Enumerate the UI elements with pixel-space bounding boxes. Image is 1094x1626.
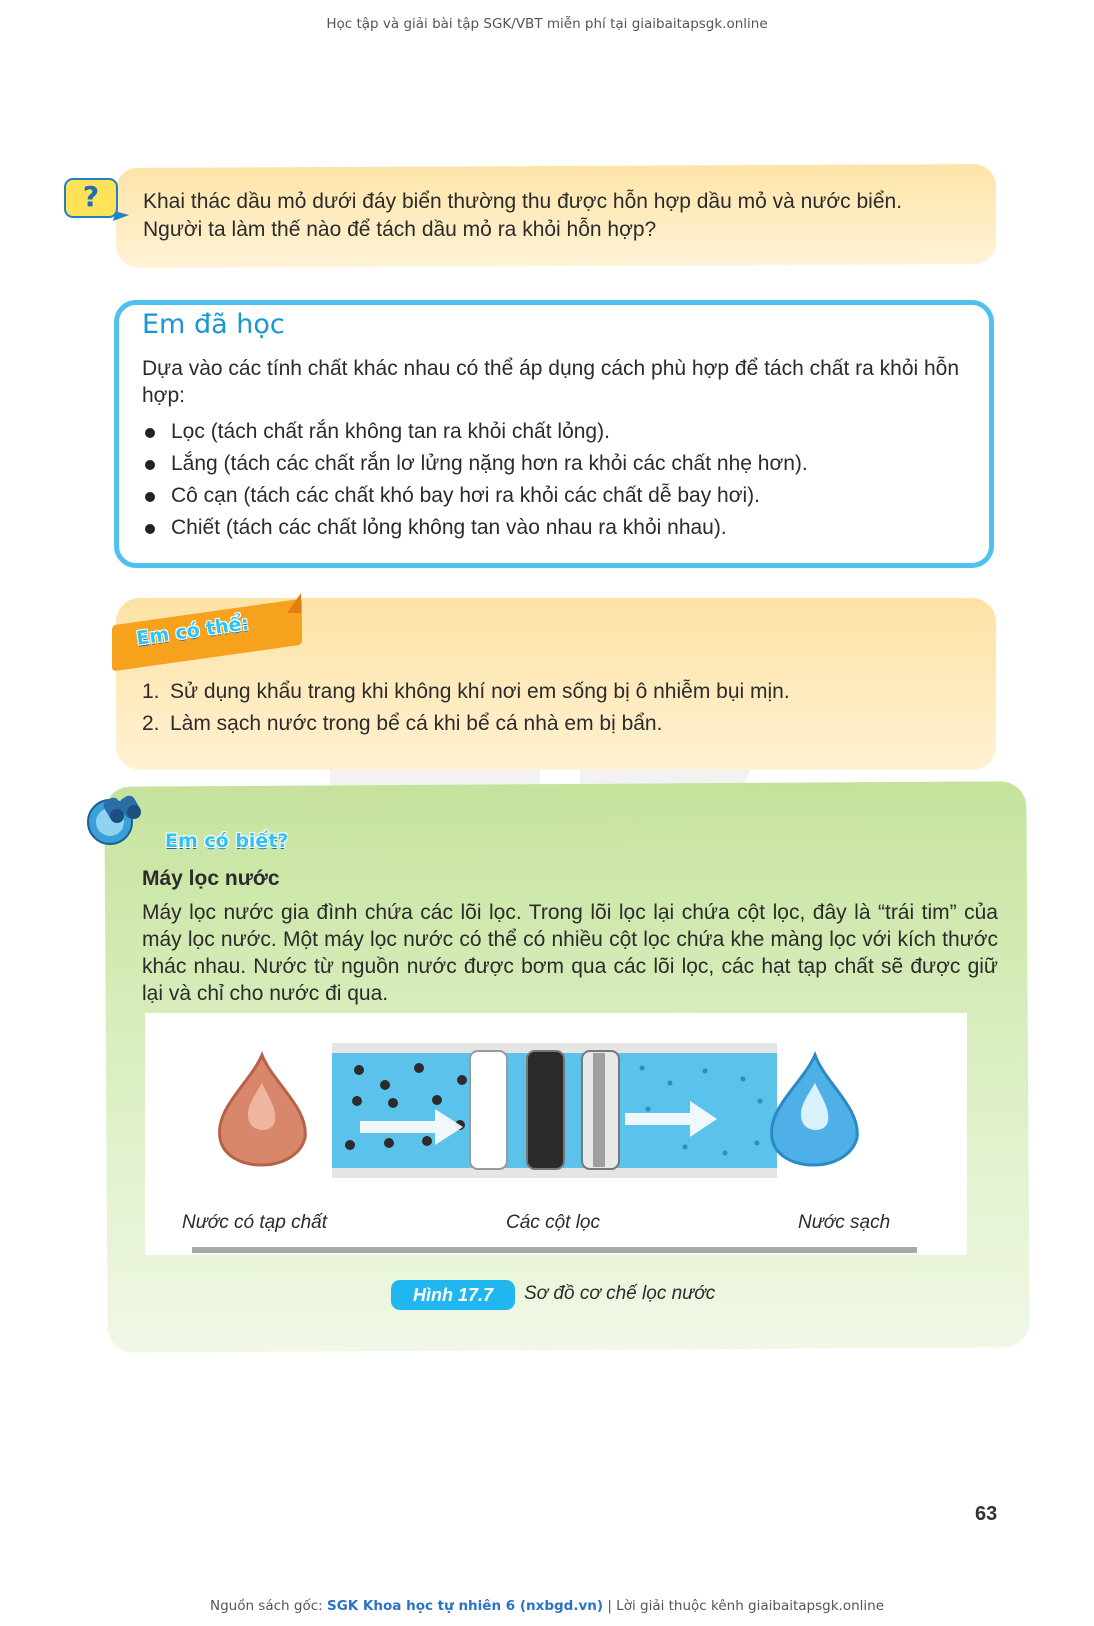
item-text: Sử dụng khẩu trang khi không khí nơi em sống bị ô nhiễm bụi mịn. (170, 680, 790, 703)
list-item (142, 708, 962, 740)
filter-column (470, 1051, 507, 1169)
ribbon-fold (287, 593, 301, 613)
filter-column (527, 1051, 564, 1169)
page-header: Học tập và giải bài tập SGK/VBT miễn phí tại giaibaitapsgk.online (326, 16, 768, 32)
item-text: Làm sạch nước trong bể cá khi bể cá nhà em bị bẩn. (170, 712, 663, 735)
learned-title: Em đã học (142, 309, 285, 340)
list-item: Cô cạn (tách các chất khó bay hơi ra khỏi các chất dễ bay hơi). (142, 480, 972, 512)
item-number: 2. (142, 712, 160, 735)
did-you-know-body: Máy lọc nước gia đình chứa các lõi lọc. Trong lõi lọc lại chứa cột lọc, đây là “trái tim” của máy lọc nước. Một máy lọc nước có thể có nhiều cột lọc chứa khe màng lọc với kích thước khác nhau. Nước từ nguồn nước được bơm qua các lõi lọc, các hạt tạp chất sẽ được giữ lại và chỉ cho nước đi qua. (142, 901, 998, 1005)
list-item: Lắng (tách các chất rắn lơ lửng nặng hơn ra khỏi các chất nhẹ hơn). (142, 448, 972, 480)
list-item (142, 676, 962, 708)
binoculars-icon (84, 790, 150, 846)
question-line-2: Người ta làm thế nào để tách dầu mỏ ra khỏi hỗn hợp? (143, 218, 657, 241)
question-line-1: Khai thác dầu mỏ dưới đáy biển thường thu được hỗn hợp dầu mỏ và nước biển. (143, 190, 903, 213)
page-number: 63 (975, 1503, 998, 1525)
page-footer (0, 1598, 1094, 1614)
caption-filter-columns: Các cột lọc (506, 1212, 600, 1233)
question-text (143, 188, 973, 244)
can-do-label: Em có thể: (135, 612, 251, 650)
item-number: 1. (142, 680, 160, 703)
footer-prefix: Nguồn sách gốc: (209, 1598, 327, 1614)
can-do-list (142, 676, 962, 740)
caption-dirty-water: Nước có tạp chất (182, 1212, 327, 1233)
figure-badge: Hình 17.7 (391, 1280, 515, 1310)
source-link[interactable]: SGK Khoa học tự nhiên 6 (nxbgd.vn) (326, 1598, 604, 1614)
caption-divider (192, 1247, 917, 1253)
figure-caption: Sơ đồ cơ chế lọc nước (524, 1283, 716, 1304)
footer-suffix: | Lời giải thuộc kênh giaibaitapsgk.online (603, 1598, 885, 1614)
list-item: Lọc (tách chất rắn không tan ra khỏi chất lỏng). (142, 416, 972, 448)
learned-intro: Dựa vào các tính chất khác nhau có thể áp dụng cách phù hợp để tách chất ra khỏi hỗn hợp: (142, 357, 960, 407)
question-mark-icon: ? (64, 178, 118, 218)
did-you-know-heading: Máy lọc nước (142, 867, 280, 890)
did-you-know-label: Em có biết? (165, 830, 289, 852)
caption-clean-water: Nước sạch (798, 1212, 891, 1233)
learned-list (142, 416, 972, 544)
list-item: Chiết (tách các chất lỏng không tan vào nhau ra khỏi nhau). (142, 512, 972, 544)
